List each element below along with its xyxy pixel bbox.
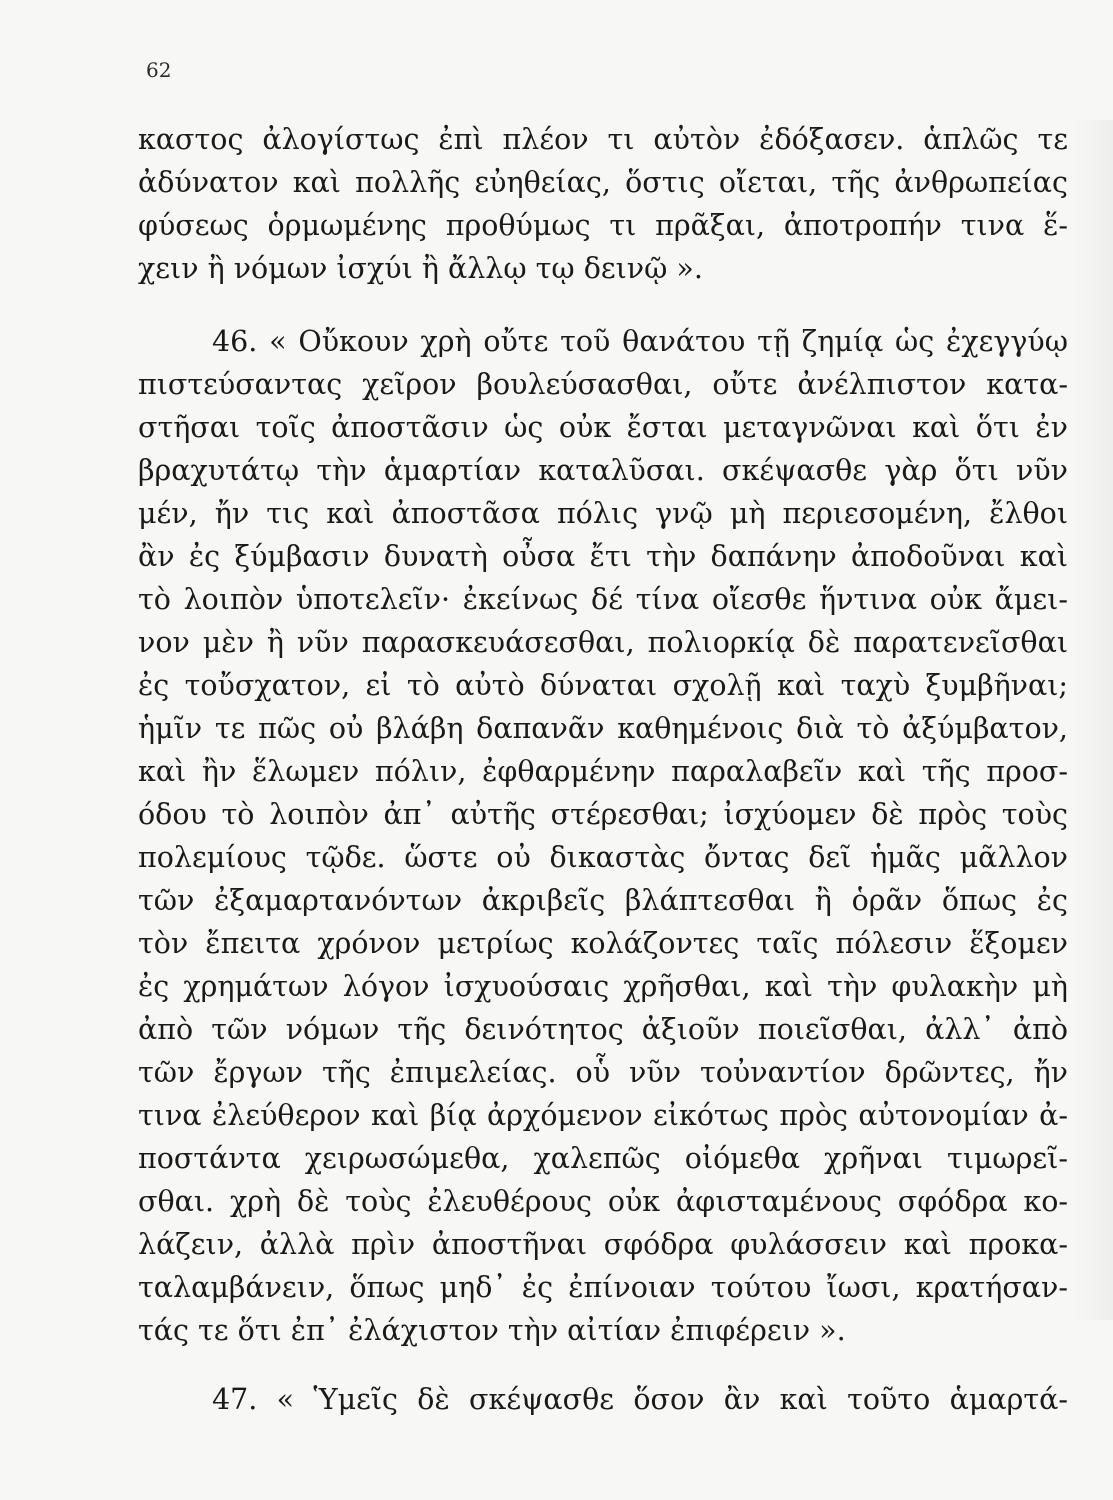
text-line: τῶν ἐξαμαρτανόντων ἀκριβεῖς βλάπτεσθαι ἢ ὁρᾶν ὅπως ἐς: [138, 884, 1068, 917]
text-line: λάζειν, ἀλλὰ πρὶν ἀποστῆναι σφόδρα φυλάσσειν καὶ προκα-: [138, 1228, 1068, 1261]
text-line: ταλαμβάνειν, ὅπως μηδ᾽ ἐς ἐπίνοιαν τούτου ἴωσι, κρατήσαν-: [138, 1271, 1068, 1304]
text-line: τάς τε ὅτι ἐπ᾽ ἐλάχιστον τὴν αἰτίαν ἐπιφέρειν ».: [138, 1314, 846, 1347]
paragraph-46: [138, 320, 1068, 1352]
text-line: καὶ ἢν ἕλωμεν πόλιν, ἐφθαρμένην παραλαβεῖν καὶ τῆς προσ-: [138, 755, 1068, 788]
text-line: ἐς τοὔσχατον, εἰ τὸ αὐτὸ δύναται σχολῇ καὶ ταχὺ ξυμβῆναι;: [138, 669, 1068, 702]
text-line: ἡμῖν τε πῶς οὐ βλάβη δαπανᾶν καθημένοις διὰ τὸ ἀξύμβατον,: [138, 712, 1068, 745]
text-line: σθαι. χρὴ δὲ τοὺς ἐλευθέρους οὐκ ἀφισταμένους σφόδρα κο-: [138, 1185, 1068, 1218]
text-line: πιστεύσαντας χεῖρον βουλεύσασθαι, οὔτε ἀνέλπιστον κατα-: [138, 368, 1068, 401]
paragraph-spacer: [138, 1352, 1068, 1378]
text-line: ἀδύνατον καὶ πολλῆς εὐηθείας, ὅστις οἴεται, τῆς ἀνθρωπείας: [138, 166, 1068, 199]
text-line: μέν, ἤν τις καὶ ἀποστᾶσα πόλις γνῷ μὴ περιεσομένη, ἔλθοι: [138, 497, 1068, 530]
paragraph-spacer: [138, 290, 1068, 320]
text-line: ἀπὸ τῶν νόμων τῆς δεινότητος ἀξιοῦν ποιεῖσθαι, ἀλλ᾽ ἀπὸ: [138, 1013, 1068, 1046]
show-through-shadow: [1073, 120, 1113, 1320]
text-line: νον μὲν ἢ νῦν παρασκευάσεσθαι, πολιορκίᾳ δὲ παρατενεῖσθαι: [138, 626, 1068, 659]
text-line: τὸν ἔπειτα χρόνον μετρίως κολάζοντες ταῖς πόλεσιν ἕξομεν: [138, 927, 1068, 960]
paragraph-1: [138, 118, 1068, 290]
text-line: φύσεως ὁρμωμένης προθύμως τι πρᾶξαι, ἀποτροπήν τινα ἕ-: [138, 209, 1068, 242]
page-number: 62: [146, 58, 172, 82]
text-line: ποστάντα χειρωσώμεθα, χαλεπῶς οἰόμεθα χρῆναι τιμωρεῖ-: [138, 1142, 1068, 1175]
text-line: τῶν ἔργων τῆς ἐπιμελείας. οὗ νῦν τοὐναντίον δρῶντες, ἤν: [138, 1056, 1068, 1089]
text-line: χειν ἢ νόμων ἰσχύι ἢ ἄλλῳ τῳ δεινῷ ».: [138, 252, 703, 285]
text-line: 47. « Ὑμεῖς δὲ σκέψασθε ὅσον ἂν καὶ τοῦτο ἁμαρτά-: [212, 1383, 1068, 1416]
text-line: καστος ἀλογίστως ἐπὶ πλέον τι αὐτὸν ἐδόξασεν. ἁπλῶς τε: [138, 123, 1068, 156]
text-body: [138, 118, 1068, 1421]
text-line: βραχυτάτῳ τὴν ἁμαρτίαν καταλῦσαι. σκέψασθε γὰρ ὅτι νῦν: [138, 454, 1068, 487]
text-line: όδου τὸ λοιπὸν ἀπ᾽ αὐτῆς στέρεσθαι; ἰσχύομεν δὲ πρὸς τοὺς: [138, 798, 1068, 831]
text-line: τὸ λοιπὸν ὑποτελεῖν· ἐκείνως δέ τίνα οἴεσθε ἥντινα οὐκ ἄμει-: [138, 583, 1068, 616]
text-line: ἐς χρημάτων λόγον ἰσχυούσαις χρῆσθαι, καὶ τὴν φυλακὴν μὴ: [138, 970, 1068, 1003]
paragraph-47: [138, 1378, 1068, 1421]
text-line: στῆσαι τοῖς ἀποστᾶσιν ὡς οὐκ ἔσται μεταγνῶναι καὶ ὅτι ἐν: [138, 411, 1068, 444]
text-line: 46. « Οὔκουν χρὴ οὔτε τοῦ θανάτου τῇ ζημίᾳ ὡς ἐχεγγύῳ: [212, 325, 1068, 358]
text-line: ἂν ἐς ξύμβασιν δυνατὴ οὖσα ἔτι τὴν δαπάνην ἀποδοῦναι καὶ: [138, 540, 1068, 573]
text-line: τινα ἐλεύθερον καὶ βίᾳ ἀρχόμενον εἰκότως πρὸς αὐτονομίαν ἀ-: [138, 1099, 1068, 1132]
text-line: πολεμίους τῷδε. ὥστε οὐ δικαστὰς ὄντας δεῖ ἡμᾶς μᾶλλον: [138, 841, 1068, 874]
